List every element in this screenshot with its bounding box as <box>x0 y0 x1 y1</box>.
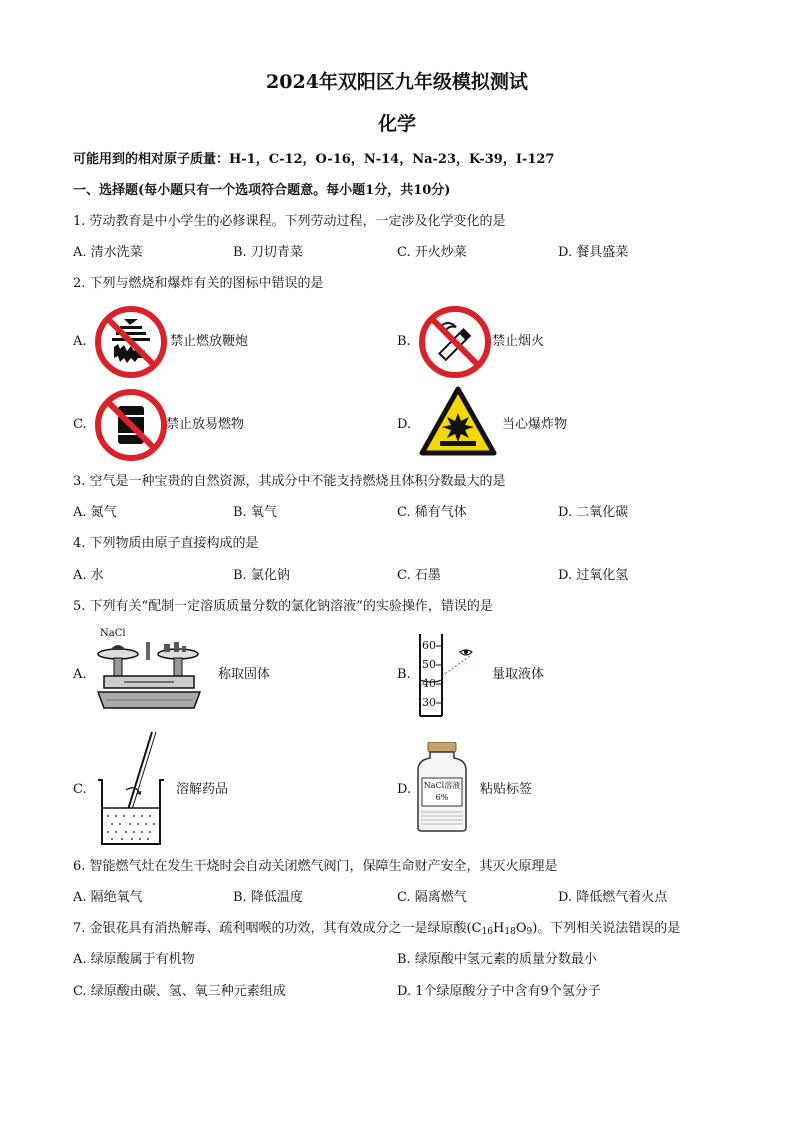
q1-option-a: A. 清水洗菜 <box>73 245 143 260</box>
q3-option-b: B. 氧气 <box>233 505 277 520</box>
no-firecrackers-icon <box>94 305 168 379</box>
q7-sub-h: 18 <box>504 927 516 937</box>
no-flammables-icon <box>94 388 168 462</box>
explosive-warning-icon <box>418 385 498 459</box>
tick-label-60: 60 <box>422 639 436 652</box>
q2-option-c-letter: C. <box>73 417 87 432</box>
section-heading: 一、选择题(每小题只有一个选项符合题意。每小题1分，共10分) <box>73 183 451 198</box>
q6-option-c: C. 隔离燃气 <box>397 890 467 905</box>
q2-option-d-label: 当心爆炸物 <box>502 417 568 432</box>
balance-figure <box>94 628 204 718</box>
no-smoking-fire-icon <box>418 305 492 379</box>
q6-stem: 6. 智能燃气灶在发生干烧时会自动关闭燃气阀门，保障生命财产安全，其灭火原理是 <box>73 859 558 874</box>
q2-stem: 2. 下列与燃烧和爆炸有关的图标中错误的是 <box>73 276 324 291</box>
q7-stem-post: )。下列相关说法错误的是 <box>532 921 681 936</box>
graduated-cylinder-figure <box>416 634 486 718</box>
bottle-label-line2: 6% <box>435 793 449 802</box>
q7-h: H <box>493 921 505 936</box>
tick-label-50: 50 <box>422 658 436 671</box>
q1-option-c: C. 开火炒菜 <box>397 245 467 260</box>
nacl-label: NaCl <box>100 628 126 639</box>
tick-label-30: 30 <box>422 696 436 709</box>
q5-option-b-label: 量取液体 <box>492 667 545 682</box>
q7-o: O <box>515 921 527 936</box>
q5-option-d-label: 粘贴标签 <box>480 782 533 797</box>
q2-option-b-letter: B. <box>397 334 411 349</box>
page-title: 2024年双阳区九年级模拟测试 <box>266 71 528 93</box>
q4-stem: 4. 下列物质由原子直接构成的是 <box>73 536 259 551</box>
q4-option-c: C. 石墨 <box>397 568 441 583</box>
bottle-label-line1: NaCl溶液 <box>423 781 461 790</box>
q1-stem: 1. 劳动教育是中小学生的必修课程。下列劳动过程，一定涉及化学变化的是 <box>73 214 506 229</box>
q3-stem: 3. 空气是一种宝贵的自然资源，其成分中不能支持燃烧且体积分数最大的是 <box>73 474 506 489</box>
q2-option-b-label: 禁止烟火 <box>492 334 545 349</box>
q1-option-b: B. 刀切青菜 <box>233 245 303 260</box>
subject-title: 化学 <box>377 113 416 135</box>
q5-option-a-letter: A. <box>73 667 87 682</box>
q5-stem: 5. 下列有关“配制一定溶质质量分数的氯化钠溶液”的实验操作，错误的是 <box>73 599 493 614</box>
q7-stem-pre: 7. 金银花具有消热解毒、疏利咽喉的功效，其有效成分之一是绿原酸(C <box>73 921 482 936</box>
q4-option-a: A. 水 <box>73 568 104 583</box>
q7-option-b: B. 绿原酸中氢元素的质量分数最小 <box>397 952 597 967</box>
q5-option-a-label: 称取固体 <box>218 667 271 682</box>
q2-option-a-letter: A. <box>73 334 87 349</box>
q7-stem <box>73 921 680 937</box>
q3-option-c: C. 稀有气体 <box>397 505 467 520</box>
q6-option-b: B. 降低温度 <box>233 890 303 905</box>
q3-option-d: D. 二氧化碳 <box>558 505 629 520</box>
q7-sub-c: 16 <box>481 927 494 937</box>
atomic-masses: 可能用到的相对原子质量：H-1，C-12，O-16，N-14，Na-23，K-39，I-127 <box>73 152 555 167</box>
q6-option-a: A. 隔绝氧气 <box>73 890 143 905</box>
q5-option-b-letter: B. <box>397 667 411 682</box>
q2-option-d-letter: D. <box>397 417 412 432</box>
q6-option-d: D. 降低燃气着火点 <box>558 890 668 905</box>
q1-option-d: D. 餐具盛菜 <box>558 245 629 260</box>
q2-option-a-label: 禁止燃放鞭炮 <box>170 334 249 349</box>
beaker-stirring-icon <box>94 730 168 848</box>
q7-option-d: D. 1个绿原酸分子中含有9个氢分子 <box>397 984 601 999</box>
q5-option-c-label: 溶解药品 <box>176 782 229 797</box>
q4-option-d: D. 过氧化氢 <box>558 568 629 583</box>
q3-option-a: A. 氮气 <box>73 505 117 520</box>
tick-label-40: 40 <box>422 677 436 690</box>
balance-icon <box>94 628 204 718</box>
q7-option-c: C. 绿原酸由碳、氢、氧三种元素组成 <box>73 984 286 999</box>
q7-sub-o: 9 <box>526 927 533 937</box>
q7-option-a: A. 绿原酸属于有机物 <box>73 952 195 967</box>
q5-option-d-letter: D. <box>397 782 412 797</box>
labeled-bottle-figure <box>416 742 468 832</box>
q2-option-c-label: 禁止放易燃物 <box>166 417 245 432</box>
q4-option-b: B. 氯化钠 <box>233 568 290 583</box>
q5-option-c-letter: C. <box>73 782 87 797</box>
